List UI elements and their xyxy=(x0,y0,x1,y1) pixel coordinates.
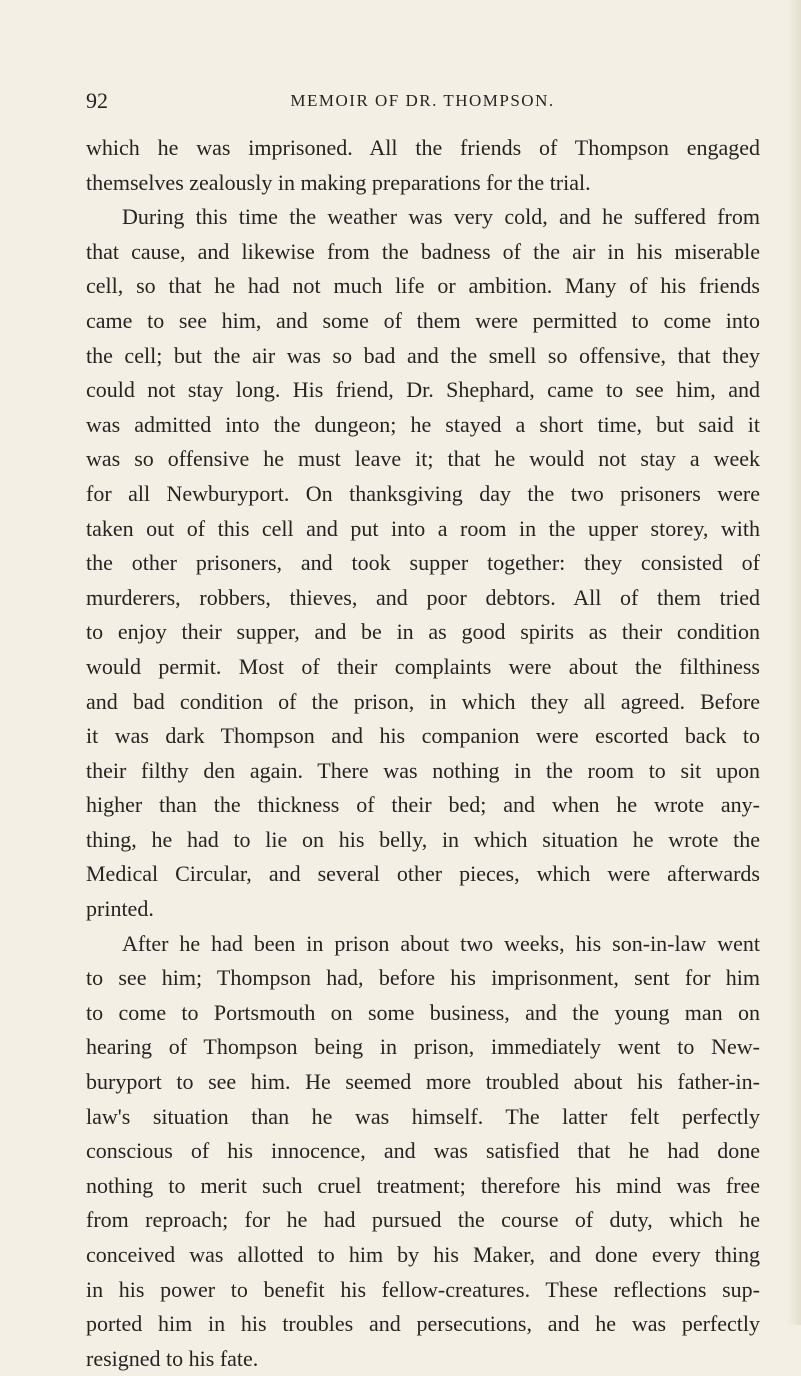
text-line: conceived was allotted to him by his Maker, and done every thing xyxy=(86,1242,760,1267)
running-head: MEMOIR OF DR. THOMPSON. xyxy=(290,91,555,110)
text-line: to enjoy their supper, and be in as good spirits as their condition xyxy=(86,619,760,645)
page-number: 92 xyxy=(86,88,108,113)
text-line: hearing of Thompson being in prison, immediately went to New- xyxy=(86,1034,760,1060)
text-line: was so offensive he must leave it; that he would not stay a week xyxy=(86,446,760,472)
page-edge-shadow xyxy=(787,0,801,1325)
text-line: that cause, and likewise from the badness of the air in his miserable xyxy=(86,238,760,264)
text-line: Medical Circular, and several other pieces, which were afterwards xyxy=(86,861,760,887)
text-line: higher than the thickness of their bed; and when he wrote any- xyxy=(86,792,760,818)
text-line: cell, so that he had not much life or ambition. Many of his friends xyxy=(86,273,760,299)
text-line: resigned to his fate. xyxy=(86,1345,259,1371)
text-line: nothing to merit such cruel treatment; therefore his mind was free xyxy=(86,1172,760,1198)
text-line: During this time the weather was very cold, and he suffered from xyxy=(122,204,760,230)
text-line: After he had been in prison about two weeks, his son-in-law went xyxy=(122,930,760,956)
body-text xyxy=(86,131,760,1376)
text-line: to see him; Thompson had, before his imprisonment, sent for him xyxy=(86,965,760,991)
text-line: thing, he had to lie on his belly, in which situation he wrote the xyxy=(86,826,760,852)
text-line: came to see him, and some of them were permitted to come into xyxy=(86,307,760,333)
text-line: would permit. Most of their complaints were about the filthiness xyxy=(86,653,760,679)
text-line: to come to Portsmouth on some business, and the young man on xyxy=(86,999,760,1025)
text-line: which he was imprisoned. All the friends of Thompson engaged xyxy=(86,135,760,160)
page-header xyxy=(86,86,759,116)
text-line: and bad condition of the prison, in which they all agreed. Before xyxy=(86,688,760,714)
text-line: it was dark Thompson and his companion were escorted back to xyxy=(86,723,760,749)
text-line: their filthy den again. There was nothing in the room to sit upon xyxy=(86,757,760,783)
text-line: conscious of his innocence, and was satisfied that he had done xyxy=(86,1138,760,1164)
text-line: in his power to benefit his fellow-creatures. These reflections sup- xyxy=(86,1276,760,1302)
text-line: the other prisoners, and took supper together: they consisted of xyxy=(86,550,760,576)
text-line: the cell; but the air was so bad and the smell so offensive, that they xyxy=(86,342,760,368)
text-line: for all Newburyport. On thanksgiving day the two prisoners were xyxy=(86,480,760,506)
text-line: printed. xyxy=(86,896,154,922)
text-line: buryport to see him. He seemed more troubled about his father-in- xyxy=(86,1069,760,1095)
text-line: law's situation than he was himself. The latter felt perfectly xyxy=(86,1103,760,1129)
text-line: murderers, robbers, thieves, and poor debtors. All of them tried xyxy=(86,584,760,610)
text-line: was admitted into the dungeon; he stayed a short time, but said it xyxy=(86,411,760,437)
text-line: themselves zealously in making preparations for the trial. xyxy=(86,169,591,195)
text-line: could not stay long. His friend, Dr. Shephard, came to see him, and xyxy=(86,377,760,403)
text-line: from reproach; for he had pursued the course of duty, which he xyxy=(86,1207,760,1233)
text-line: ported him in his troubles and persecutions, and he was perfectly xyxy=(86,1311,760,1337)
text-line: taken out of this cell and put into a room in the upper storey, with xyxy=(86,515,760,541)
